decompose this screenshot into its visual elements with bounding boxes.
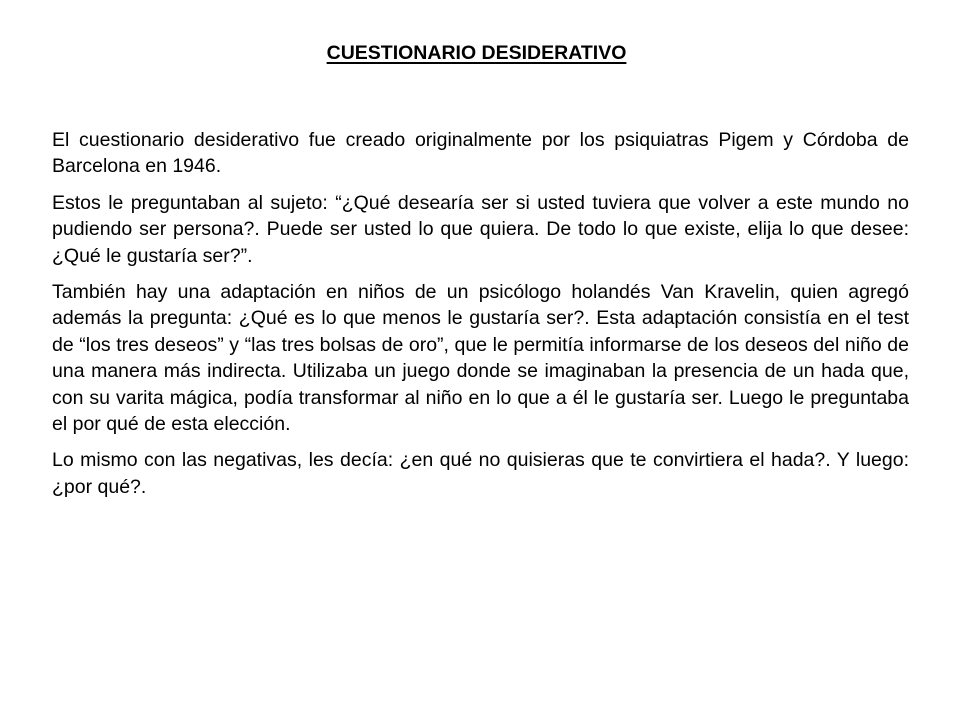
- paragraph-origin: El cuestionario desiderativo fue creado originalmente por los psiquiatras Pigem y Córdoba de Barcelona en 1946.: [52, 129, 909, 178]
- document-body: [52, 127, 909, 510]
- paragraph-child-adaptation: También hay una adaptación en niños de un psicólogo holandés Van Kravelin, quien agregó además la pregunta: ¿Qué es lo que menos le gustaría ser?. Esta adaptación consistía en el test de “los tres deseos” y “las tres bolsas de oro”, que le permitía informarse de los deseos del niño de una manera más indirecta. Utilizaba un juego donde se imaginaban la presencia de un hada que, con su varita mágica, podía transformar al niño en lo que a él le gustaría ser. Luego le preguntaba el por qué de esta elección.: [52, 281, 909, 436]
- document-title: CUESTIONARIO DESIDERATIVO: [326, 42, 627, 64]
- paragraph-negatives: Lo mismo con las negativas, les decía: ¿en qué no quisieras que te convirtiera el hada?. Y luego: ¿por qué?.: [52, 449, 909, 498]
- paragraph-question: Estos le preguntaban al sujeto: “¿Qué desearía ser si usted tuviera que volver a este mundo no pudiendo ser persona?. Puede ser usted lo que quiera. De todo lo que existe, elija lo que desee: ¿Qué le gustaría ser?”.: [52, 191, 909, 267]
